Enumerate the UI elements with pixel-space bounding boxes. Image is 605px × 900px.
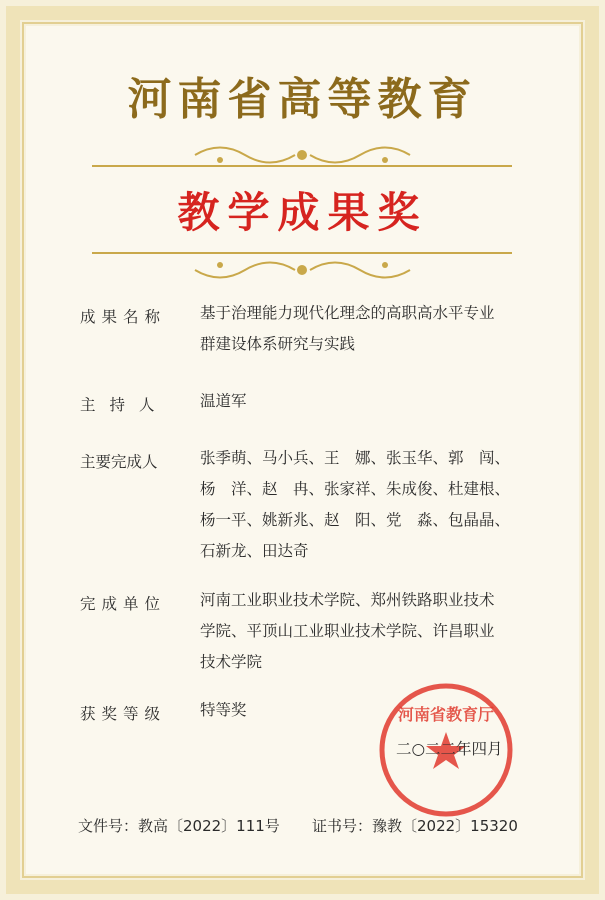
host-value: 温道军 [200, 392, 247, 410]
ornament-bottom [190, 255, 415, 285]
achievement-value [200, 298, 540, 360]
unit-label: 完成单位 [80, 595, 167, 613]
award-level-label: 获奖等级 [80, 705, 167, 723]
ornament-top [190, 140, 415, 170]
unit-value [200, 585, 540, 678]
unit-line: 学院、平顶山工业职业技术学院、许昌职业 [200, 622, 495, 640]
award-title: 教学成果奖 [177, 188, 428, 237]
seal-text: 河南省教育厅 [397, 705, 495, 724]
certificate-title: 河南省高等教育 [127, 74, 478, 125]
host-label: 主持人 [80, 396, 169, 414]
document-number: 文件号：教高〔2022〕111号 [78, 817, 280, 835]
achievement-line: 群建设体系研究与实践 [200, 335, 356, 353]
members-line: 杨 洋、赵 冉、张家祥、朱成俊、杜建根、 [200, 480, 511, 498]
title-divider-bottom [92, 252, 512, 254]
award-level-value: 特等奖 [200, 701, 247, 719]
unit-line: 技术学院 [200, 653, 263, 671]
members-line: 杨一平、姚新兆、赵 阳、党 淼、包晶晶、 [200, 511, 511, 529]
members-label: 主要完成人 [80, 453, 158, 471]
members-line: 张季萌、马小兵、王 娜、张玉华、郭 闯、 [200, 449, 511, 467]
issue-date: 二○二二年四月 [396, 740, 503, 758]
unit-line: 河南工业职业技术学院、郑州铁路职业技术 [200, 591, 495, 609]
certificate-number: 证书号：豫教〔2022〕15320 [312, 817, 518, 835]
achievement-label: 成果名称 [80, 308, 167, 326]
members-line: 石新龙、田达奇 [200, 542, 309, 560]
achievement-line: 基于治理能力现代化理念的高职高水平专业 [200, 304, 495, 322]
members-value [200, 443, 540, 567]
